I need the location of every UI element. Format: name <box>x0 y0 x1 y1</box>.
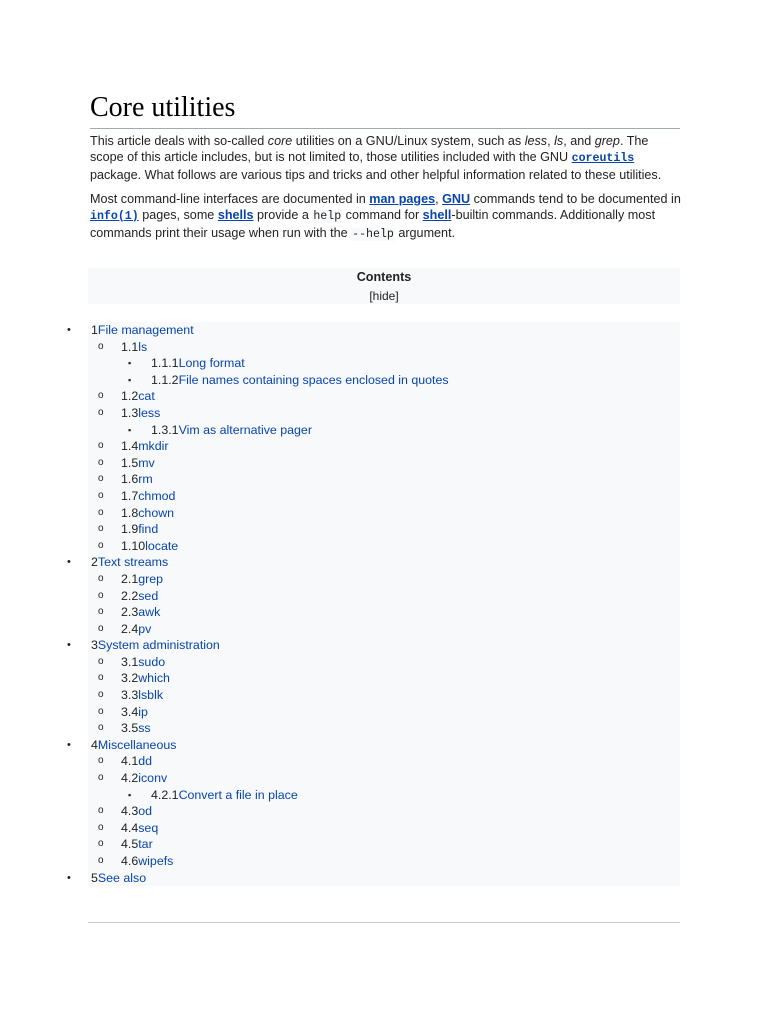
toc-link[interactable]: cat <box>138 389 155 404</box>
toc-number: 1.3 <box>121 405 139 420</box>
toc-number: 3.4 <box>121 704 139 719</box>
toc-number: 3 <box>91 638 98 653</box>
toc-number: 4.2 <box>121 771 139 786</box>
toc-item-2-1 <box>88 571 680 588</box>
list-bullet-icon: o <box>98 523 104 535</box>
list-bullet-icon: o <box>98 672 104 684</box>
toc-number: 1.6 <box>121 472 139 487</box>
coreutils-link[interactable]: coreutils <box>571 152 635 165</box>
toc-link[interactable]: pv <box>138 621 152 636</box>
toc-item-1-3-1 <box>88 422 680 439</box>
toc-number: 1.5 <box>121 455 139 470</box>
toc-number: 1.8 <box>121 505 139 520</box>
list-bullet-icon: ▪ <box>128 789 132 800</box>
toc-item-3-4 <box>88 704 680 721</box>
toc-item-4 <box>67 737 680 754</box>
toc-item-4-2 <box>88 770 680 787</box>
list-bullet-icon: • <box>67 871 71 884</box>
intro-text-core: core <box>267 134 293 148</box>
list-bullet-icon: • <box>67 639 71 652</box>
toc-item-2-4 <box>88 621 680 638</box>
toc-number: 5 <box>91 870 98 885</box>
toc-item-3-2 <box>88 670 680 687</box>
toc-item-1-5 <box>88 455 680 472</box>
list-bullet-icon: o <box>98 406 104 418</box>
intro-text: Most command-line interfaces are documented in <box>90 192 370 206</box>
toc-list <box>67 322 680 886</box>
toc-link[interactable]: awk <box>138 605 161 620</box>
toc-item-2-2 <box>88 588 680 605</box>
toc-link[interactable]: mkdir <box>138 439 169 454</box>
toc-item-1-1-2 <box>88 372 680 389</box>
toc-link[interactable]: which <box>138 671 170 686</box>
toc-link[interactable]: lsblk <box>138 688 164 703</box>
toc-number: 3.2 <box>121 671 139 686</box>
toc-number: 4 <box>91 737 98 752</box>
man-pages-link[interactable]: man pages <box>369 192 436 206</box>
toc-item-1-6 <box>88 471 680 488</box>
intro-text: . The scope of this article includes, but is not limited to, those utilities included with the GNU <box>90 134 649 164</box>
list-bullet-icon: o <box>98 705 104 717</box>
toc-number: 1.9 <box>121 522 139 537</box>
intro-text: , and <box>563 134 595 148</box>
toc-link[interactable]: See also <box>97 870 147 885</box>
toc-number: 4.3 <box>121 804 139 819</box>
toc-number: 2.4 <box>121 621 139 636</box>
toc-link[interactable]: locate <box>145 538 179 553</box>
intro-text: This article deals with so-called <box>90 134 268 148</box>
toc-link[interactable]: seq <box>138 820 159 835</box>
toc-link[interactable]: System administration <box>97 638 220 653</box>
toc-number: 2.2 <box>121 588 139 603</box>
toc-number: 1.10 <box>121 538 146 553</box>
intro-paragraph-1 <box>90 133 682 183</box>
list-bullet-icon: o <box>98 606 104 618</box>
list-bullet-icon: o <box>98 506 104 518</box>
toc-number: 1.3.1 <box>151 422 179 437</box>
list-bullet-icon: o <box>98 440 104 452</box>
list-bullet-icon: o <box>98 821 104 833</box>
list-bullet-icon: o <box>98 572 104 584</box>
toc-item-2 <box>67 554 680 571</box>
toc-item-3 <box>67 637 680 654</box>
shell-link[interactable]: shell <box>422 208 452 222</box>
intro-text: command for <box>342 208 423 222</box>
help-code: help <box>313 210 342 223</box>
toc-link[interactable]: Miscellaneous <box>97 737 177 752</box>
toc-link[interactable]: ss <box>138 721 151 736</box>
toc-link[interactable]: grep <box>138 571 164 586</box>
toc-link[interactable]: ls <box>138 339 148 354</box>
list-bullet-icon: o <box>98 622 104 634</box>
toc-link[interactable]: iconv <box>138 771 168 786</box>
list-bullet-icon: ▪ <box>128 358 132 369</box>
list-bullet-icon: o <box>98 340 104 352</box>
list-bullet-icon: o <box>98 805 104 817</box>
toc-item-1-4 <box>88 438 680 455</box>
intro-text: package. What follows are various tips and tricks and other helpful information related to these utilities. <box>90 168 662 182</box>
list-bullet-icon: o <box>98 456 104 468</box>
list-bullet-icon: o <box>98 539 104 551</box>
toc-link[interactable]: mv <box>138 455 155 470</box>
toc-item-1-2 <box>88 388 680 405</box>
toc-link[interactable]: tar <box>138 837 153 852</box>
toc-link[interactable]: sudo <box>138 654 166 669</box>
toc-number: 2 <box>91 555 98 570</box>
toc-link[interactable]: chmod <box>138 488 176 503</box>
intro-text: provide a <box>253 208 313 222</box>
list-bullet-icon: • <box>67 556 71 569</box>
toc-item-1-1-1 <box>88 355 680 372</box>
toc-item-2-3 <box>88 604 680 621</box>
toc-number: 1.1.2 <box>151 372 179 387</box>
intro-text: pages, some <box>138 208 218 222</box>
list-bullet-icon: o <box>98 838 104 850</box>
list-bullet-icon: • <box>67 738 71 751</box>
toc-item-4-1 <box>88 753 680 770</box>
toc-title: Contents <box>356 270 412 284</box>
toc-item-4-5 <box>88 836 680 853</box>
toc-link[interactable]: od <box>138 804 153 819</box>
toc-item-1-10 <box>88 538 680 555</box>
toc-link[interactable]: rm <box>138 472 153 487</box>
toc-link[interactable]: sed <box>138 588 159 603</box>
toc-item-4-6 <box>88 853 680 870</box>
intro-text-grep: grep <box>594 134 620 148</box>
list-bullet-icon: o <box>98 722 104 734</box>
toc-number: 1.7 <box>121 488 139 503</box>
toc-item-4-3 <box>88 803 680 820</box>
toc-link[interactable]: Convert a file in place <box>178 787 298 802</box>
list-bullet-icon: o <box>98 589 104 601</box>
toc-item-4-4 <box>88 820 680 837</box>
list-bullet-icon: ▪ <box>128 374 132 385</box>
toc-link[interactable]: wipefs <box>138 854 174 868</box>
toc-header <box>88 268 680 304</box>
toc-link[interactable]: dd <box>138 754 153 769</box>
toc-number: 1.2 <box>121 389 139 404</box>
toc-item-1-7 <box>88 488 680 505</box>
list-bullet-icon: o <box>98 390 104 402</box>
toc-item-3-3 <box>88 687 680 704</box>
toc-link[interactable]: Text streams <box>97 555 169 570</box>
toc-number: 4.4 <box>121 820 139 835</box>
toc-link[interactable]: File management <box>97 323 194 337</box>
toc-item-1-8 <box>88 505 680 522</box>
toc-item-1-9 <box>88 521 680 538</box>
toc-link[interactable]: less <box>138 405 161 420</box>
list-bullet-icon: o <box>98 772 104 784</box>
toc-link[interactable]: find <box>138 522 159 537</box>
toc-link[interactable]: Vim as alternative pager <box>178 422 312 437</box>
toc-number: 1.4 <box>121 439 139 454</box>
help-argument-code: --help <box>352 228 394 241</box>
list-bullet-icon: • <box>67 324 71 336</box>
list-bullet-icon: ▪ <box>128 424 132 435</box>
shells-link[interactable]: shells <box>217 208 254 222</box>
toc-number: 4.2.1 <box>151 787 179 802</box>
toc-number: 1.1.1 <box>151 356 179 371</box>
toc-link[interactable]: chown <box>138 505 175 520</box>
intro-text: commands tend to be documented in <box>470 192 681 206</box>
intro-paragraph-2 <box>90 191 682 243</box>
intro-text: -builtin commands. Additionally most commands print their usage when run with the <box>90 208 656 240</box>
list-bullet-icon: o <box>98 755 104 767</box>
toc-number: 4.5 <box>121 837 139 852</box>
toc-number: 2.1 <box>121 571 139 586</box>
list-bullet-icon: o <box>98 473 104 485</box>
article-intro <box>90 133 682 251</box>
toc-item-4-2-1 <box>88 787 680 804</box>
list-bullet-icon: o <box>98 489 104 501</box>
list-bullet-icon: o <box>98 855 104 866</box>
toc-item-3-5 <box>88 720 680 737</box>
list-bullet-icon: o <box>98 655 104 667</box>
intro-text: argument. <box>394 226 456 240</box>
toc-number: 3.5 <box>121 721 139 736</box>
toc-link[interactable]: Long format <box>178 356 245 371</box>
toc-number: 1.1 <box>121 339 139 354</box>
intro-text-less: less <box>524 134 548 148</box>
toc-number: 3.1 <box>121 654 139 669</box>
page-title: Core utilities <box>90 88 680 129</box>
toc-item-1 <box>67 322 680 339</box>
intro-text: , <box>435 192 443 206</box>
gnu-link[interactable]: GNU <box>442 192 471 206</box>
toc-item-3-1 <box>88 654 680 671</box>
toc-item-1-3 <box>88 405 680 422</box>
toc-item-5 <box>67 870 680 887</box>
toc-number: 4.6 <box>121 854 139 868</box>
toc-link[interactable]: ip <box>138 704 148 719</box>
toc-number: 3.3 <box>121 688 139 703</box>
intro-text-ls: ls <box>554 134 564 148</box>
intro-text: , <box>547 134 555 148</box>
toc-hide-toggle[interactable]: [hide] <box>369 289 399 303</box>
toc-number: 1 <box>91 323 98 337</box>
footer-divider <box>88 922 680 923</box>
intro-text: utilities on a GNU/Linux system, such as <box>292 134 525 148</box>
toc-number: 4.1 <box>121 754 139 769</box>
toc-link[interactable]: File names containing spaces enclosed in quotes <box>178 372 449 387</box>
toc-item-1-1 <box>88 339 680 356</box>
info-link[interactable]: info(1) <box>90 210 139 223</box>
list-bullet-icon: o <box>98 689 104 701</box>
toc-number: 2.3 <box>121 605 139 620</box>
